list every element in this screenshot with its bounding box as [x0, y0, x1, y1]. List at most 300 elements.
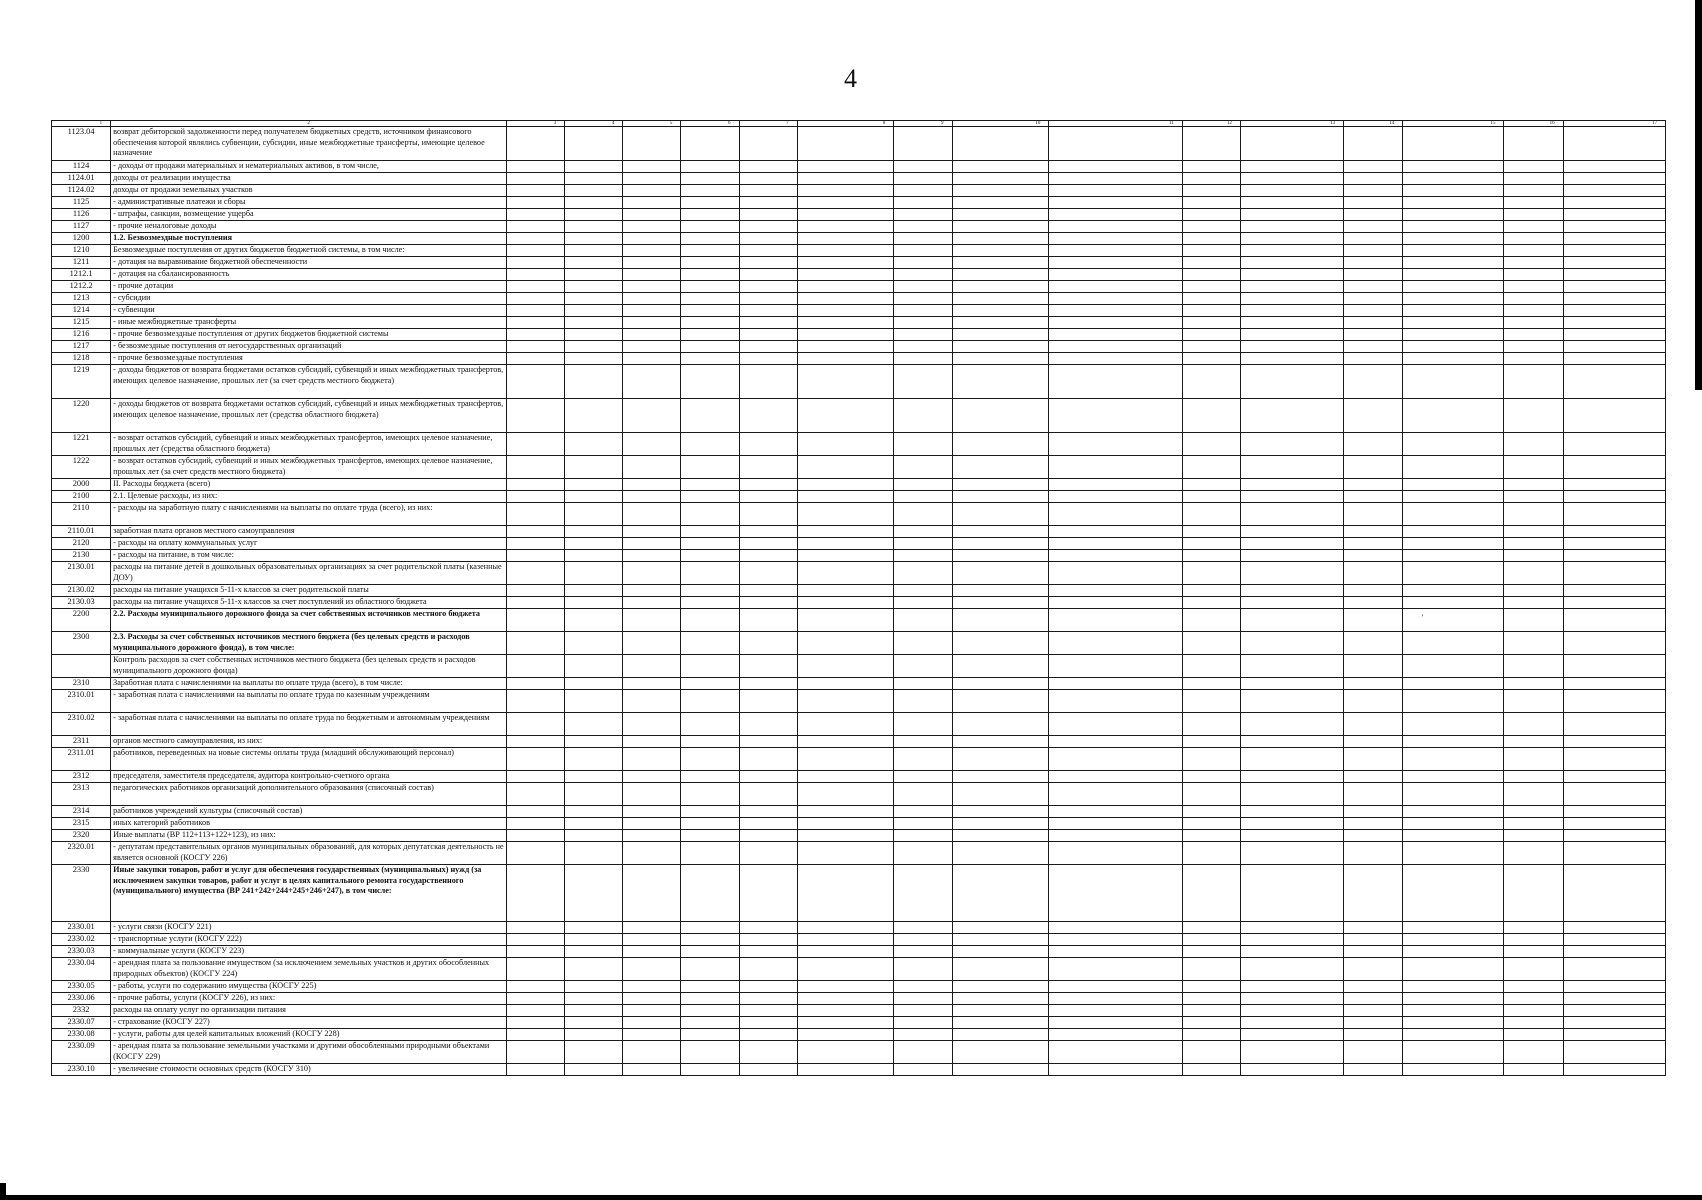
value-cell-col-15	[1403, 922, 1504, 934]
row-name-cell: - арендная плата за пользование земельными участками и другими обособленными природными объектами (КОСГУ 229)	[111, 1041, 507, 1064]
row-code-cell: 2130.03	[52, 597, 111, 609]
value-cell-col-11	[1049, 842, 1182, 865]
value-cell-col-14	[1344, 678, 1403, 690]
value-cell-col-3	[507, 818, 565, 830]
value-cell-col-17	[1563, 632, 1665, 655]
scan-edge-left-mark	[0, 1183, 6, 1195]
value-cell-col-15	[1403, 317, 1504, 329]
value-cell-col-15	[1403, 491, 1504, 503]
table-row	[52, 946, 1666, 958]
value-cell-col-3	[507, 209, 565, 221]
value-cell-col-9	[894, 830, 952, 842]
value-cell-col-6	[681, 341, 739, 353]
value-cell-col-11	[1049, 1029, 1182, 1041]
value-cell-col-10	[952, 771, 1049, 783]
value-cell-col-15	[1403, 585, 1504, 597]
value-cell-col-14	[1344, 526, 1403, 538]
row-code-cell: 1125	[52, 197, 111, 209]
value-cell-col-12	[1182, 526, 1240, 538]
value-cell-col-7	[739, 736, 797, 748]
row-name-cell: - расходы на оплату коммунальных услуг	[111, 538, 507, 550]
value-cell-col-3	[507, 233, 565, 245]
row-code-cell: 1218	[52, 353, 111, 365]
row-name-cell: - штрафы, санкции, возмещение ущерба	[111, 209, 507, 221]
table-row	[52, 127, 1666, 161]
row-code-cell: 2130.01	[52, 562, 111, 585]
value-cell-col-3	[507, 830, 565, 842]
value-cell-col-5	[623, 550, 681, 562]
value-cell-col-9	[894, 806, 952, 818]
value-cell-col-11	[1049, 281, 1182, 293]
row-name-cell: - арендная плата за пользование имуществом (за исключением земельных участков и других обособленных природных объектов) (КОСГУ 224)	[111, 958, 507, 981]
value-cell-col-14	[1344, 353, 1403, 365]
value-cell-col-10	[952, 958, 1049, 981]
value-cell-col-5	[623, 317, 681, 329]
value-cell-col-11	[1049, 1041, 1182, 1064]
value-cell-col-9	[894, 479, 952, 491]
row-code-cell: 2310	[52, 678, 111, 690]
value-cell-col-3	[507, 161, 565, 173]
value-cell-col-17	[1563, 317, 1665, 329]
value-cell-col-12	[1182, 958, 1240, 981]
row-code-cell: 2300	[52, 632, 111, 655]
value-cell-col-8	[797, 305, 894, 317]
value-cell-col-14	[1344, 329, 1403, 341]
value-cell-col-15	[1403, 221, 1504, 233]
value-cell-col-10	[952, 713, 1049, 736]
value-cell-col-16	[1504, 161, 1563, 173]
value-cell-col-14	[1344, 981, 1403, 993]
value-cell-col-9	[894, 127, 952, 161]
value-cell-col-10	[952, 1064, 1049, 1076]
value-cell-col-17	[1563, 538, 1665, 550]
value-cell-col-13	[1240, 934, 1343, 946]
value-cell-col-11	[1049, 993, 1182, 1005]
value-cell-col-17	[1563, 806, 1665, 818]
value-cell-col-15	[1403, 399, 1504, 433]
table-row	[52, 233, 1666, 245]
value-cell-col-17	[1563, 562, 1665, 585]
value-cell-col-9	[894, 293, 952, 305]
value-cell-col-3	[507, 934, 565, 946]
row-code-cell: 1123.04	[52, 127, 111, 161]
value-cell-col-16	[1504, 562, 1563, 585]
value-cell-col-10	[952, 748, 1049, 771]
value-cell-col-4	[565, 865, 623, 922]
value-cell-col-7	[739, 365, 797, 399]
value-cell-col-4	[565, 1029, 623, 1041]
value-cell-col-15	[1403, 538, 1504, 550]
value-cell-col-17	[1563, 479, 1665, 491]
value-cell-col-12	[1182, 305, 1240, 317]
value-cell-col-10	[952, 783, 1049, 806]
value-cell-col-17	[1563, 958, 1665, 981]
value-cell-col-11	[1049, 365, 1182, 399]
value-cell-col-15	[1403, 341, 1504, 353]
value-cell-col-7	[739, 1041, 797, 1064]
value-cell-col-16	[1504, 783, 1563, 806]
row-name-cell: работников, переведенных на новые системы оплаты труда (младший обслуживающий персонал)	[111, 748, 507, 771]
value-cell-col-8	[797, 221, 894, 233]
value-cell-col-5	[623, 305, 681, 317]
value-cell-col-9	[894, 161, 952, 173]
value-cell-col-8	[797, 538, 894, 550]
row-name-cell: - коммунальные услуги (КОСГУ 223)	[111, 946, 507, 958]
value-cell-col-10	[952, 922, 1049, 934]
value-cell-col-3	[507, 1041, 565, 1064]
value-cell-col-3	[507, 491, 565, 503]
value-cell-col-13	[1240, 281, 1343, 293]
row-code-cell: 1221	[52, 433, 111, 456]
value-cell-col-11	[1049, 818, 1182, 830]
value-cell-col-8	[797, 233, 894, 245]
value-cell-col-16	[1504, 842, 1563, 865]
value-cell-col-14	[1344, 934, 1403, 946]
value-cell-col-11	[1049, 341, 1182, 353]
value-cell-col-14	[1344, 305, 1403, 317]
row-code-cell	[52, 655, 111, 678]
value-cell-col-9	[894, 818, 952, 830]
value-cell-col-16	[1504, 946, 1563, 958]
value-cell-col-17	[1563, 456, 1665, 479]
value-cell-col-17	[1563, 221, 1665, 233]
value-cell-col-15	[1403, 257, 1504, 269]
row-code-cell: 2312	[52, 771, 111, 783]
table-row	[52, 245, 1666, 257]
value-cell-col-16	[1504, 317, 1563, 329]
value-cell-col-11	[1049, 865, 1182, 922]
value-cell-col-3	[507, 585, 565, 597]
value-cell-col-14	[1344, 830, 1403, 842]
row-name-cell: - административные платежи и сборы	[111, 197, 507, 209]
row-code-cell: 2330.10	[52, 1064, 111, 1076]
value-cell-col-9	[894, 842, 952, 865]
value-cell-col-7	[739, 257, 797, 269]
value-cell-col-5	[623, 771, 681, 783]
row-code-cell: 1124.02	[52, 185, 111, 197]
value-cell-col-15	[1403, 597, 1504, 609]
value-cell-col-12	[1182, 865, 1240, 922]
value-cell-col-3	[507, 713, 565, 736]
value-cell-col-14	[1344, 713, 1403, 736]
value-cell-col-15	[1403, 456, 1504, 479]
value-cell-col-3	[507, 221, 565, 233]
row-name-cell: органов местного самоуправления, из них:	[111, 736, 507, 748]
value-cell-col-16	[1504, 1017, 1563, 1029]
row-code-cell: 1211	[52, 257, 111, 269]
row-name-cell: расходы на оплату услуг по организации питания	[111, 1005, 507, 1017]
value-cell-col-7	[739, 993, 797, 1005]
value-cell-col-4	[565, 491, 623, 503]
value-cell-col-7	[739, 127, 797, 161]
value-cell-col-10	[952, 597, 1049, 609]
value-cell-col-17	[1563, 1005, 1665, 1017]
value-cell-col-12	[1182, 257, 1240, 269]
value-cell-col-17	[1563, 185, 1665, 197]
row-name-cell: возврат дебиторской задолженности перед получателем бюджетных средств, источником финансового обеспечения которой являлись субвенции, субсидии, иные межбюджетные трансферты, имеющие целевое назначение	[111, 127, 507, 161]
column-number-2: 2	[111, 121, 507, 127]
value-cell-col-15	[1403, 365, 1504, 399]
value-cell-col-8	[797, 958, 894, 981]
value-cell-col-3	[507, 993, 565, 1005]
value-cell-col-8	[797, 748, 894, 771]
value-cell-col-14	[1344, 221, 1403, 233]
value-cell-col-4	[565, 399, 623, 433]
row-code-cell: 2330.08	[52, 1029, 111, 1041]
value-cell-col-11	[1049, 748, 1182, 771]
row-name-cell: - увеличение стоимости основных средств (КОСГУ 310)	[111, 1064, 507, 1076]
value-cell-col-11	[1049, 1064, 1182, 1076]
value-cell-col-8	[797, 173, 894, 185]
value-cell-col-17	[1563, 433, 1665, 456]
value-cell-col-4	[565, 538, 623, 550]
value-cell-col-8	[797, 713, 894, 736]
value-cell-col-5	[623, 281, 681, 293]
row-code-cell: 2130	[52, 550, 111, 562]
value-cell-col-10	[952, 269, 1049, 281]
table-row	[52, 1064, 1666, 1076]
value-cell-col-5	[623, 585, 681, 597]
value-cell-col-12	[1182, 221, 1240, 233]
value-cell-col-11	[1049, 245, 1182, 257]
value-cell-col-7	[739, 329, 797, 341]
value-cell-col-11	[1049, 922, 1182, 934]
value-cell-col-4	[565, 526, 623, 538]
value-cell-col-8	[797, 479, 894, 491]
value-cell-col-8	[797, 365, 894, 399]
value-cell-col-5	[623, 958, 681, 981]
value-cell-col-4	[565, 197, 623, 209]
row-name-cell: 1.2. Безвозмездные поступления	[111, 233, 507, 245]
row-name-cell: - услуги связи (КОСГУ 221)	[111, 922, 507, 934]
value-cell-col-5	[623, 173, 681, 185]
value-cell-col-5	[623, 341, 681, 353]
value-cell-col-3	[507, 783, 565, 806]
value-cell-col-17	[1563, 609, 1665, 632]
row-code-cell: 2330.05	[52, 981, 111, 993]
value-cell-col-3	[507, 632, 565, 655]
value-cell-col-11	[1049, 127, 1182, 161]
value-cell-col-4	[565, 771, 623, 783]
value-cell-col-10	[952, 736, 1049, 748]
value-cell-col-9	[894, 865, 952, 922]
value-cell-col-9	[894, 185, 952, 197]
value-cell-col-13	[1240, 317, 1343, 329]
value-cell-col-14	[1344, 632, 1403, 655]
value-cell-col-6	[681, 550, 739, 562]
column-number-5: 5	[623, 121, 681, 127]
value-cell-col-10	[952, 806, 1049, 818]
value-cell-col-16	[1504, 526, 1563, 538]
value-cell-col-7	[739, 818, 797, 830]
value-cell-col-3	[507, 771, 565, 783]
value-cell-col-16	[1504, 1064, 1563, 1076]
value-cell-col-8	[797, 550, 894, 562]
value-cell-col-7	[739, 1029, 797, 1041]
value-cell-col-3	[507, 678, 565, 690]
table-row	[52, 736, 1666, 748]
value-cell-col-3	[507, 456, 565, 479]
value-cell-col-5	[623, 736, 681, 748]
value-cell-col-17	[1563, 550, 1665, 562]
value-cell-col-17	[1563, 173, 1665, 185]
value-cell-col-17	[1563, 503, 1665, 526]
value-cell-col-11	[1049, 503, 1182, 526]
row-name-cell: - безвозмездные поступления от негосударственных организаций	[111, 341, 507, 353]
value-cell-col-12	[1182, 946, 1240, 958]
value-cell-col-10	[952, 293, 1049, 305]
value-cell-col-10	[952, 161, 1049, 173]
value-cell-col-6	[681, 865, 739, 922]
value-cell-col-15	[1403, 865, 1504, 922]
value-cell-col-13	[1240, 690, 1343, 713]
value-cell-col-17	[1563, 526, 1665, 538]
value-cell-col-5	[623, 479, 681, 491]
value-cell-col-14	[1344, 771, 1403, 783]
value-cell-col-6	[681, 678, 739, 690]
value-cell-col-8	[797, 946, 894, 958]
value-cell-col-4	[565, 365, 623, 399]
value-cell-col-11	[1049, 293, 1182, 305]
value-cell-col-11	[1049, 317, 1182, 329]
value-cell-col-11	[1049, 233, 1182, 245]
value-cell-col-13	[1240, 353, 1343, 365]
value-cell-col-15	[1403, 690, 1504, 713]
value-cell-col-9	[894, 526, 952, 538]
table-row	[52, 550, 1666, 562]
value-cell-col-4	[565, 209, 623, 221]
value-cell-col-10	[952, 678, 1049, 690]
row-code-cell: 1212.2	[52, 281, 111, 293]
table-row	[52, 632, 1666, 655]
value-cell-col-4	[565, 748, 623, 771]
value-cell-col-10	[952, 185, 1049, 197]
value-cell-col-13	[1240, 127, 1343, 161]
value-cell-col-17	[1563, 341, 1665, 353]
value-cell-col-11	[1049, 329, 1182, 341]
value-cell-col-11	[1049, 1005, 1182, 1017]
row-code-cell: 1124	[52, 161, 111, 173]
value-cell-col-15	[1403, 562, 1504, 585]
value-cell-col-10	[952, 562, 1049, 585]
value-cell-col-14	[1344, 922, 1403, 934]
table-row	[52, 526, 1666, 538]
row-code-cell: 2314	[52, 806, 111, 818]
row-name-cell: Контроль расходов за счет собственных источников местного бюджета (без целевых средств и расходов муниципального дорожного фонда)	[111, 655, 507, 678]
value-cell-col-12	[1182, 317, 1240, 329]
value-cell-col-12	[1182, 818, 1240, 830]
value-cell-col-7	[739, 609, 797, 632]
value-cell-col-4	[565, 173, 623, 185]
value-cell-col-4	[565, 842, 623, 865]
value-cell-col-6	[681, 562, 739, 585]
value-cell-col-4	[565, 783, 623, 806]
value-cell-col-13	[1240, 161, 1343, 173]
value-cell-col-9	[894, 585, 952, 597]
value-cell-col-16	[1504, 818, 1563, 830]
value-cell-col-10	[952, 329, 1049, 341]
value-cell-col-11	[1049, 597, 1182, 609]
value-cell-col-16	[1504, 597, 1563, 609]
value-cell-col-14	[1344, 365, 1403, 399]
value-cell-col-16	[1504, 353, 1563, 365]
row-code-cell: 1214	[52, 305, 111, 317]
table-row	[52, 209, 1666, 221]
value-cell-col-17	[1563, 865, 1665, 922]
value-cell-col-5	[623, 993, 681, 1005]
row-code-cell: 2330.02	[52, 934, 111, 946]
value-cell-col-8	[797, 1005, 894, 1017]
table-row	[52, 842, 1666, 865]
value-cell-col-7	[739, 946, 797, 958]
value-cell-col-9	[894, 748, 952, 771]
value-cell-col-12	[1182, 1017, 1240, 1029]
row-name-cell: - заработная плата с начислениями на выплаты по оплате труда по бюджетным и автономным учреждениям	[111, 713, 507, 736]
value-cell-col-9	[894, 597, 952, 609]
value-cell-col-11	[1049, 981, 1182, 993]
value-cell-col-11	[1049, 399, 1182, 433]
value-cell-col-10	[952, 632, 1049, 655]
value-cell-col-6	[681, 173, 739, 185]
value-cell-col-4	[565, 433, 623, 456]
column-number-13: 13	[1240, 121, 1343, 127]
value-cell-col-11	[1049, 479, 1182, 491]
value-cell-col-13	[1240, 865, 1343, 922]
value-cell-col-15	[1403, 233, 1504, 245]
table-row	[52, 748, 1666, 771]
value-cell-col-6	[681, 353, 739, 365]
value-cell-col-17	[1563, 736, 1665, 748]
value-cell-col-8	[797, 526, 894, 538]
row-code-cell: 2110	[52, 503, 111, 526]
value-cell-col-6	[681, 245, 739, 257]
value-cell-col-7	[739, 713, 797, 736]
value-cell-col-6	[681, 783, 739, 806]
table-row	[52, 597, 1666, 609]
value-cell-col-5	[623, 597, 681, 609]
value-cell-col-6	[681, 221, 739, 233]
value-cell-col-12	[1182, 609, 1240, 632]
value-cell-col-3	[507, 503, 565, 526]
value-cell-col-4	[565, 329, 623, 341]
value-cell-col-13	[1240, 1041, 1343, 1064]
value-cell-col-5	[623, 842, 681, 865]
value-cell-col-15	[1403, 806, 1504, 818]
value-cell-col-5	[623, 456, 681, 479]
value-cell-col-9	[894, 197, 952, 209]
value-cell-col-14	[1344, 1029, 1403, 1041]
value-cell-col-17	[1563, 269, 1665, 281]
value-cell-col-10	[952, 842, 1049, 865]
value-cell-col-7	[739, 269, 797, 281]
table-row	[52, 269, 1666, 281]
row-name-cell: доходы от продажи земельных участков	[111, 185, 507, 197]
value-cell-col-7	[739, 209, 797, 221]
value-cell-col-4	[565, 981, 623, 993]
value-cell-col-6	[681, 609, 739, 632]
value-cell-col-6	[681, 491, 739, 503]
value-cell-col-16	[1504, 934, 1563, 946]
table-row	[52, 491, 1666, 503]
value-cell-col-13	[1240, 550, 1343, 562]
value-cell-col-9	[894, 922, 952, 934]
row-code-cell: 1126	[52, 209, 111, 221]
value-cell-col-9	[894, 365, 952, 399]
value-cell-col-3	[507, 981, 565, 993]
value-cell-col-8	[797, 830, 894, 842]
table-row	[52, 981, 1666, 993]
value-cell-col-10	[952, 934, 1049, 946]
